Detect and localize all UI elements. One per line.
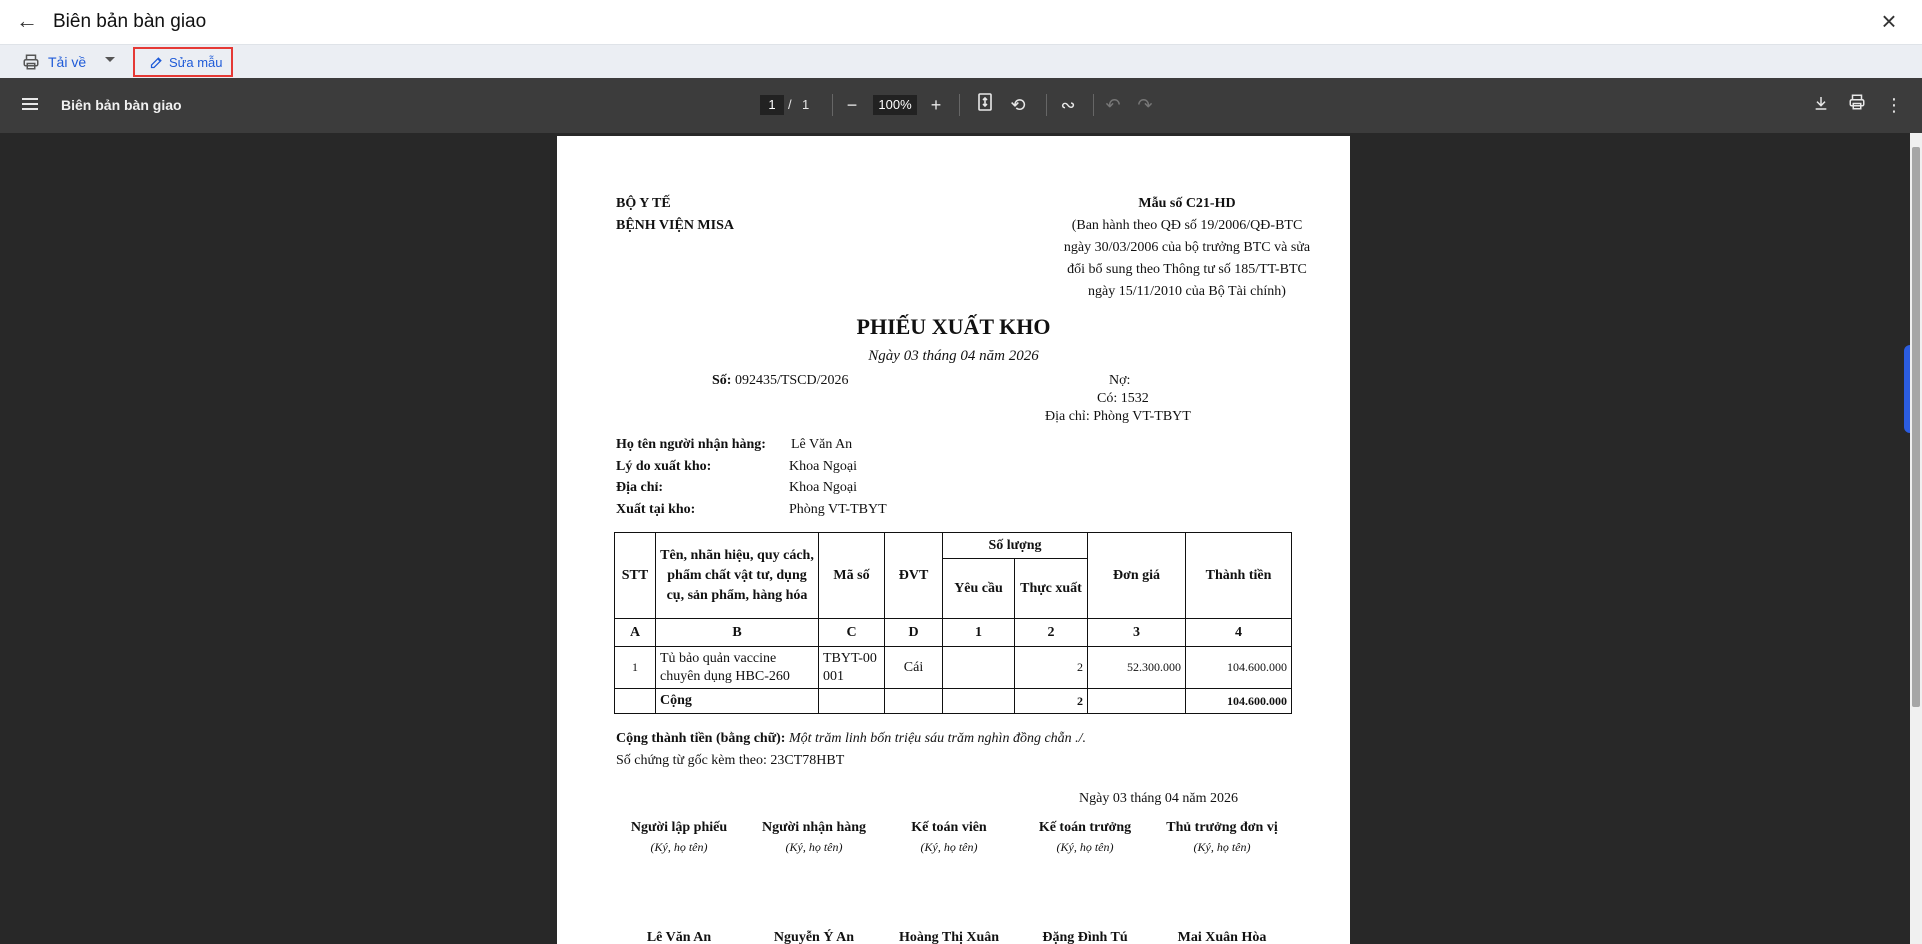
field-value: Khoa Ngoại [789,459,858,474]
amount-in-words: Cộng thành tiền (bằng chữ): Một trăm linh bốn triệu sáu trăm nghìn đồng chẵn ./. [616,731,1087,746]
total-actual: 2 [1015,689,1088,714]
total-pages: 1 [802,97,810,112]
cell-total: 104.600.000 [1186,647,1292,689]
edit-template-label: Sửa mẫu [169,54,223,70]
pdf-title: Biên bản bàn giao [61,97,182,113]
field-value: Khoa Ngoại [789,480,858,495]
table-row [615,647,1292,689]
download-icon[interactable] [1809,93,1833,117]
address-line: Địa chỉ: Phòng VT-TBYT [1045,409,1191,424]
divider [832,94,833,116]
cell-actual: 2 [1015,647,1088,689]
dialog-title: Biên bản bàn giao [53,11,207,32]
scrollbar-thumb[interactable] [1912,147,1920,707]
document-title: PHIẾU XUẤT KHO [856,314,1051,339]
document-date: Ngày 03 tháng 04 năm 2026 [868,348,1039,364]
rotate-icon[interactable]: ⟲ [1010,95,1026,115]
signer-name: Hoàng Thị Xuân [898,930,1000,944]
org-hospital: BỆNH VIỆN MISA [616,218,734,233]
download-button[interactable] [22,49,86,75]
signer-block: Thủ trưởng đơn vị (Ký, họ tên) [1166,820,1278,854]
total-amount: 104.600.000 [1186,689,1292,714]
cell-stt: 1 [615,647,656,689]
signer-name: Mai Xuân Hòa [1177,930,1267,944]
sign-date: Ngày 03 tháng 04 năm 2026 [1079,791,1239,806]
signer-block: Người nhận hàng (Ký, họ tên) [761,820,867,854]
total-label: Cộng [656,689,819,714]
cell-empty [885,689,943,714]
col-header-requested: Yêu cầu [943,559,1015,619]
field-label: Xuất tại kho: [616,502,696,517]
letter-cell: D [885,619,943,647]
print-icon[interactable] [1845,93,1869,117]
field-value: Phòng VT-TBYT [789,502,887,517]
col-header-total: Thành tiền [1186,533,1292,619]
col-header-qty: Số lượng [943,533,1088,559]
signer-name: Nguyễn Ý An [773,930,855,944]
pdf-canvas [0,133,1922,944]
field-label: Địa chỉ: [616,480,664,495]
cell-requested [943,647,1015,689]
form-note-line: đổi bổ sung theo Thông tư số 185/TT-BTC [1067,262,1307,277]
divider [959,94,960,116]
form-note-line: (Ban hành theo QĐ số 19/2006/QĐ-BTC [1071,218,1303,233]
credit-line: Có: 1532 [1097,391,1149,406]
col-header-price: Đơn giá [1088,533,1186,619]
redo-icon[interactable]: ↷ [1137,95,1153,115]
letter-cell: 2 [1015,619,1088,647]
col-header-stt: STT [615,533,656,619]
divider [1093,94,1094,116]
letter-cell: A [615,619,656,647]
items-table [614,532,1292,714]
letter-cell: 3 [1088,619,1186,647]
printer-icon [22,53,40,71]
letter-cell: 4 [1186,619,1292,647]
cell-price: 52.300.000 [1088,647,1186,689]
menu-icon[interactable] [22,95,38,115]
field-label: Họ tên người nhận hàng: [616,437,766,452]
pdf-page [557,136,1350,944]
cell-empty [1088,689,1186,714]
cell-name: Tủ bảo quản vaccine chuyên dụng HBC-260 [656,647,819,689]
letter-cell: C [819,619,885,647]
pdf-viewer-toolbar [0,78,1922,133]
dialog-header [0,0,1922,44]
cell-empty [615,689,656,714]
col-header-code: Mã số [819,533,885,619]
page-number-input[interactable]: 1 [760,95,784,115]
org-ministry: BỘ Y TẾ [616,196,671,211]
download-label: Tải về [48,54,87,70]
zoom-out-icon[interactable]: − [846,95,858,115]
more-options-icon[interactable]: ⋮ [1885,95,1903,115]
action-toolbar [0,44,1922,78]
cell-empty [819,689,885,714]
col-header-unit: ĐVT [885,533,943,619]
zoom-input[interactable]: 100% [873,95,917,115]
cell-unit: Cái [885,647,943,689]
divider [1046,94,1047,116]
zoom-in-icon[interactable]: + [930,95,942,115]
form-note-line: ngày 30/03/2006 của bộ trưởng BTC và sửa [1063,240,1311,255]
edit-template-button[interactable] [133,47,233,77]
signer-block: Kế toán trưởng (Ký, họ tên) [1038,820,1132,854]
vertical-scrollbar[interactable] [1910,133,1922,944]
page-separator: / [788,97,792,112]
back-arrow-icon[interactable]: ← [16,8,38,33]
signer-name: Lê Văn An [646,930,712,944]
field-value: Lê Văn An [791,437,853,452]
undo-icon[interactable]: ↶ [1105,95,1121,115]
attached-docs: Số chứng từ gốc kèm theo: 23CT78HBT [616,753,845,768]
col-header-name: Tên, nhãn hiệu, quy cách, phẩm chất vật tư, dụng cụ, sản phẩm, hàng hóa [656,533,819,619]
fit-page-icon[interactable] [973,93,997,117]
cell-code: TBYT-00001 [819,647,885,689]
letter-cell: 1 [943,619,1015,647]
pencil-icon [149,55,164,70]
signer-name: Đặng Đình Tú [1042,930,1128,944]
letter-cell: B [656,619,819,647]
signer-block: Người lập phiếu (Ký, họ tên) [630,820,728,854]
debit-label: Nợ: [1109,373,1131,388]
field-label: Lý do xuất kho: [616,459,712,474]
signer-block: Kế toán viên (Ký, họ tên) [911,820,987,854]
cell-empty [943,689,1015,714]
chevron-down-icon[interactable] [105,57,115,62]
col-header-actual: Thực xuất [1015,559,1088,619]
document-number: Số: 092435/TSCD/2026 [712,373,849,388]
annotate-icon[interactable]: ∾ [1060,95,1076,115]
form-note-line: ngày 15/11/2010 của Bộ Tài chính) [1088,284,1286,299]
table-total-row [615,689,1292,714]
close-icon[interactable]: × [1881,6,1897,36]
form-number: Mẫu số C21-HD [1138,196,1236,211]
